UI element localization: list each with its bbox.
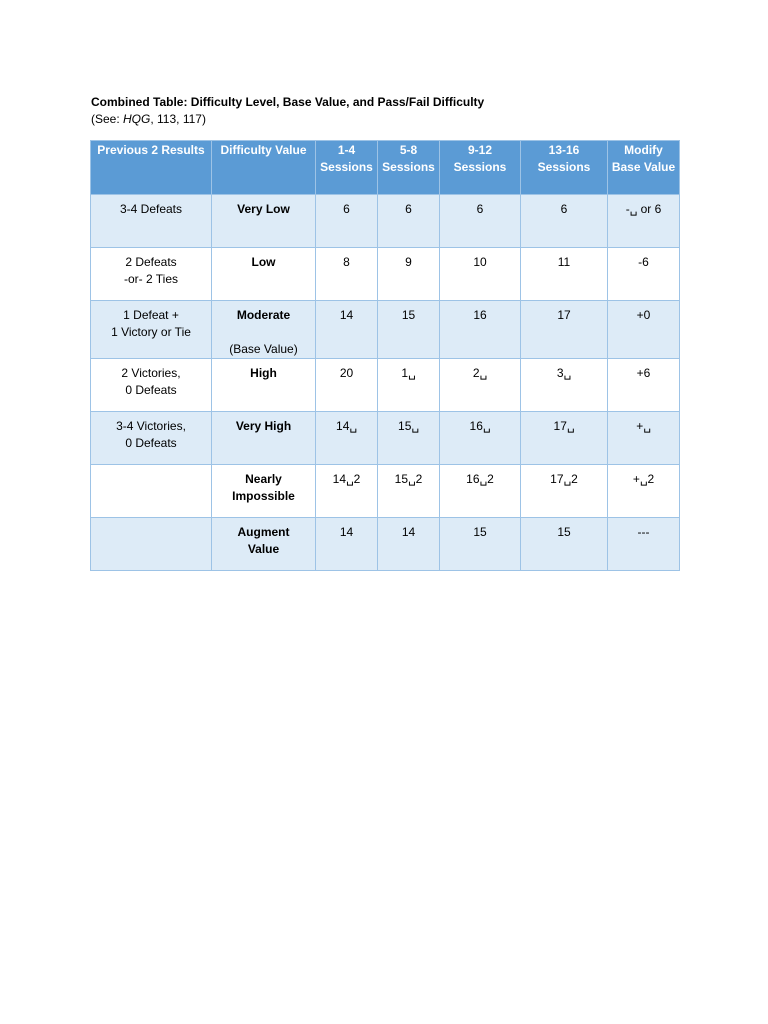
difficulty-level-cell [212,248,316,301]
difficulty-level-cell [212,412,316,465]
difficulty-level-label: Moderate [236,308,291,322]
table-caption [91,94,484,128]
col-header-sessions-5-8: 5-8 Sessions [378,141,440,195]
col-header-difficulty-value: Difficulty Value [212,141,316,195]
sessions-13-16-cell: 6 [521,195,608,248]
sessions-5-8-cell: 15 [378,301,440,359]
previous-results-cell [91,518,212,571]
difficulty-table [90,140,680,571]
difficulty-level-label: Low [251,255,276,269]
difficulty-level-label: Very High [235,419,292,433]
modify-base-cell: +6 [608,359,680,412]
sessions-1-4-cell: 14␣ [316,412,378,465]
sessions-5-8-cell: 9 [378,248,440,301]
previous-results-cell: 1 Defeat + 1 Victory or Tie [91,301,212,359]
table-row [91,359,680,412]
sessions-1-4-cell: 14 [316,301,378,359]
difficulty-level-cell [212,465,316,518]
difficulty-level-label: Augment Value [237,525,290,556]
sessions-9-12-cell: 16␣ [440,412,521,465]
sessions-5-8-cell: 14 [378,518,440,571]
sessions-1-4-cell: 6 [316,195,378,248]
difficulty-level-label: Very Low [237,202,290,216]
caption-reference [91,111,484,128]
sessions-1-4-cell: 8 [316,248,378,301]
col-header-sessions-1-4: 1-4 Sessions [316,141,378,195]
sessions-5-8-cell: 15␣2 [378,465,440,518]
sessions-13-16-cell: 17 [521,301,608,359]
sessions-13-16-cell: 15 [521,518,608,571]
modify-base-cell: +0 [608,301,680,359]
base-value-note: (Base Value) [229,342,298,356]
sessions-9-12-cell: 10 [440,248,521,301]
sessions-9-12-cell: 16␣2 [440,465,521,518]
previous-results-cell: 2 Defeats -or- 2 Ties [91,248,212,301]
col-header-sessions-13-16: 13-16 Sessions [521,141,608,195]
sessions-9-12-cell: 6 [440,195,521,248]
sessions-13-16-cell: 17␣ [521,412,608,465]
difficulty-level-cell [212,518,316,571]
modify-base-cell: +␣2 [608,465,680,518]
reference-source: HQG [123,112,151,126]
previous-results-cell: 2 Victories, 0 Defeats [91,359,212,412]
sessions-5-8-cell: 15␣ [378,412,440,465]
sessions-5-8-cell: 6 [378,195,440,248]
table-header-row [91,141,680,195]
col-header-sessions-9-12: 9-12 Sessions [440,141,521,195]
table-row [91,301,680,359]
sessions-9-12-cell: 2␣ [440,359,521,412]
sessions-9-12-cell: 15 [440,518,521,571]
difficulty-level-cell [212,359,316,412]
sessions-13-16-cell: 3␣ [521,359,608,412]
col-header-previous-results: Previous 2 Results [91,141,212,195]
reference-prefix: (See: [91,112,124,126]
reference-pages: , 113, 117) [150,112,206,126]
difficulty-level-cell [212,301,316,359]
difficulty-level-label: High [250,366,277,380]
table-row [91,412,680,465]
sessions-1-4-cell: 14 [316,518,378,571]
modify-base-cell: +␣ [608,412,680,465]
sessions-5-8-cell: 1␣ [378,359,440,412]
sessions-9-12-cell: 16 [440,301,521,359]
table-row [91,465,680,518]
modify-base-cell: -␣ or 6 [608,195,680,248]
sessions-1-4-cell: 14␣2 [316,465,378,518]
table-row [91,518,680,571]
difficulty-level-label: Nearly Impossible [232,472,295,503]
previous-results-cell [91,465,212,518]
difficulty-level-cell [212,195,316,248]
previous-results-cell: 3-4 Victories, 0 Defeats [91,412,212,465]
table-row [91,195,680,248]
table-row [91,248,680,301]
sessions-13-16-cell: 17␣2 [521,465,608,518]
modify-base-cell: --- [608,518,680,571]
previous-results-cell: 3-4 Defeats [91,195,212,248]
sessions-13-16-cell: 11 [521,248,608,301]
caption-title: Combined Table: Difficulty Level, Base Value, and Pass/Fail Difficulty [91,95,485,109]
sessions-1-4-cell: 20 [316,359,378,412]
col-header-modify-base-value: Modify Base Value [608,141,680,195]
modify-base-cell: -6 [608,248,680,301]
